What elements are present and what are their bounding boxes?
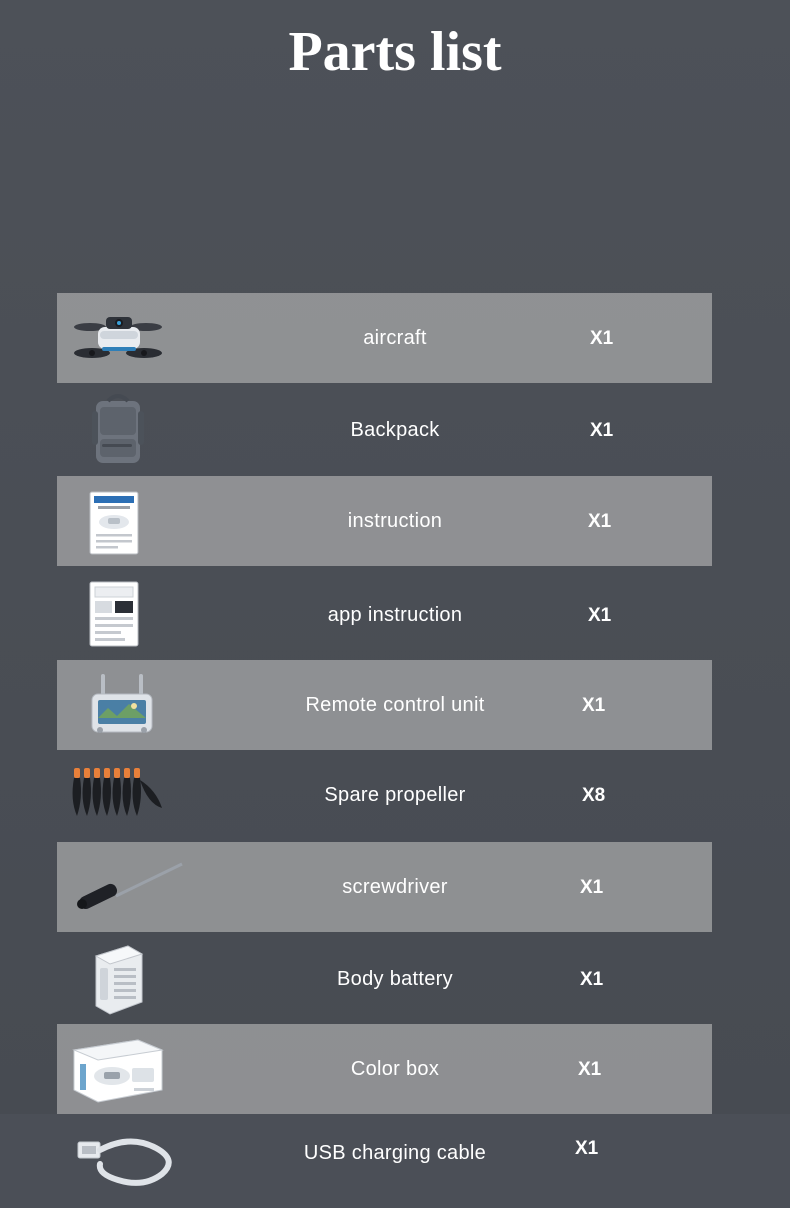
table-row — [0, 750, 790, 840]
part-name: Body battery — [337, 967, 453, 990]
part-name: Spare propeller — [324, 783, 466, 806]
part-name: Remote control unit — [305, 693, 485, 716]
page-title: Parts list — [288, 21, 502, 83]
table-row — [0, 385, 790, 475]
part-quantity: X1 — [580, 876, 604, 898]
part-quantity: X8 — [582, 784, 606, 806]
table-row — [0, 1024, 790, 1114]
table-row — [0, 1108, 790, 1198]
part-name: USB charging cable — [303, 1141, 487, 1164]
part-quantity: X1 — [575, 1137, 599, 1159]
part-name: screwdriver — [342, 875, 448, 898]
part-quantity: X1 — [588, 510, 612, 532]
part-quantity: X1 — [590, 419, 614, 441]
table-row — [0, 842, 790, 932]
part-name: aircraft — [363, 326, 427, 349]
usb-charging-cable-icon — [70, 1124, 180, 1208]
part-name: Color box — [350, 1057, 440, 1080]
part-quantity: X1 — [588, 604, 612, 626]
table-row — [0, 570, 790, 660]
part-quantity: X1 — [580, 968, 604, 990]
table-row — [0, 660, 790, 750]
part-name: Backpack — [350, 418, 440, 441]
part-name: instruction — [347, 509, 443, 532]
table-row — [0, 934, 790, 1024]
table-row — [0, 293, 790, 383]
part-quantity: X1 — [590, 327, 614, 349]
screwdriver-icon — [64, 858, 174, 942]
part-quantity: X1 — [582, 694, 606, 716]
table-row — [0, 476, 790, 566]
part-name: app instruction — [327, 603, 463, 626]
part-quantity: X1 — [578, 1058, 602, 1080]
